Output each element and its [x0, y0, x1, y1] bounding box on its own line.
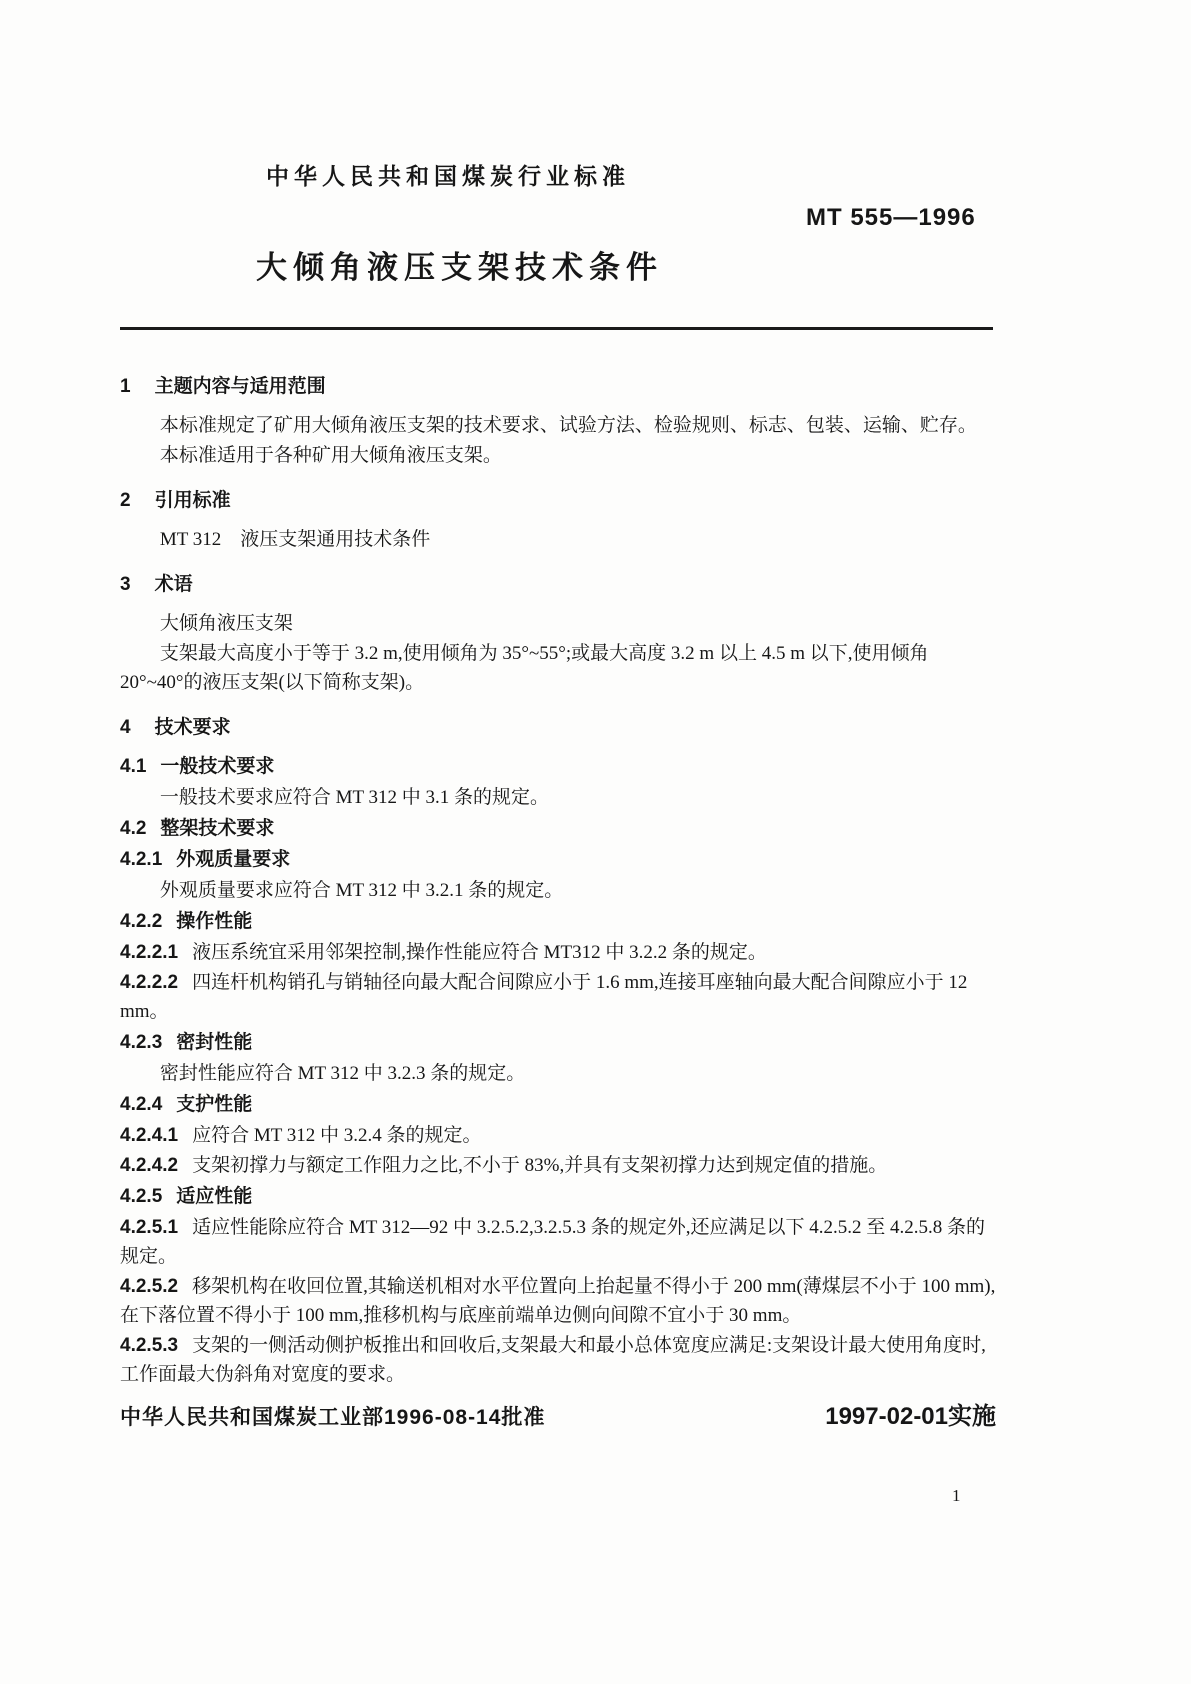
- clause-number: 4.2.4.1: [120, 1125, 179, 1146]
- clause-text: 支架初撑力与额定工作阻力之比,不小于 83%,并具有支架初撑力达到规定值的措施。: [192, 1155, 888, 1176]
- clause-text: 移架机构在收回位置,其输送机相对水平位置向上抬起量不得小于 200 mm(薄煤层不小于 100 mm),在下落位置不得小于 100 mm,推移机构与底座前端单边侧向间隙不宜小于 30 mm。: [120, 1276, 996, 1326]
- clause-text: 液压系统宜采用邻架控制,操作性能应符合 MT312 中 3.2.2 条的规定。: [192, 942, 767, 963]
- clause-number: 4.2.5.1: [120, 1217, 179, 1238]
- page-number: 1: [952, 1486, 961, 1505]
- paragraph: [120, 639, 996, 697]
- clause-text: 本标准规定了矿用大倾角液压支架的技术要求、试验方法、检验规则、标志、包装、运输、贮存。: [159, 415, 977, 436]
- clause-heading-4: [120, 713, 996, 742]
- paragraph: [120, 441, 996, 470]
- clause-heading-4.2: [120, 814, 996, 843]
- clause-text: 四连杆机构销孔与销轴径向最大配合间隙应小于 1.6 mm,连接耳座轴向最大配合间隙应小于 12 mm。: [120, 972, 968, 1022]
- clause-number: 4.2: [120, 818, 147, 839]
- clause-4.2.4.2: [120, 1151, 996, 1180]
- clause-4.2.2.2: [120, 968, 996, 1026]
- paragraph: [120, 525, 996, 554]
- standard-number: MT 555—1996: [806, 204, 976, 231]
- clause-text: 技术要求: [154, 717, 231, 738]
- clause-number: 4.2.5.2: [120, 1276, 179, 1297]
- clause-number: 4.1: [120, 756, 147, 777]
- paragraph: [120, 876, 996, 905]
- clause-text: 支架最大高度小于等于 3.2 m,使用倾角为 35°~55°;或最大高度 3.2 m 以上 4.5 m 以下,使用倾角 20°~40°的液压支架(以下简称支架)。: [120, 643, 929, 693]
- document-title: 大倾角液压支架技术条件: [256, 250, 663, 285]
- clause-heading-4.2.2: [120, 907, 996, 936]
- clause-number: 4.2.2.2: [120, 972, 179, 993]
- clause-heading-1: [120, 372, 996, 401]
- clause-number: 4.2.4.2: [120, 1155, 179, 1176]
- footer: [120, 1396, 996, 1431]
- clause-text: 一般技术要求: [160, 756, 275, 777]
- clause-text: 支护性能: [176, 1094, 253, 1115]
- clause-text: 外观质量要求: [176, 849, 291, 870]
- clause-heading-4.2.5: [120, 1182, 996, 1211]
- clause-number: 4.2.3: [120, 1032, 163, 1053]
- clause-text: 主题内容与适用范围: [154, 376, 326, 397]
- clause-4.2.2.1: [120, 938, 996, 967]
- clause-number: 4.2.1: [120, 849, 163, 870]
- paragraph: [120, 783, 996, 812]
- clause-number: 1: [120, 376, 131, 397]
- clause-4.2.4.1: [120, 1121, 996, 1150]
- document-body: [120, 372, 996, 1390]
- clause-text: 操作性能: [176, 911, 253, 932]
- clause-heading-4.2.1: [120, 845, 996, 874]
- clause-4.2.5.1: [120, 1213, 996, 1271]
- implementation-date: 1997-02-01实施: [825, 1403, 996, 1430]
- clause-number: 2: [120, 490, 131, 511]
- clause-number: 4.2.4: [120, 1094, 163, 1115]
- title-divider: [120, 327, 993, 330]
- clause-text: 引用标准: [154, 490, 231, 511]
- clause-number: 4.2.5.3: [120, 1335, 179, 1356]
- paragraph: [120, 411, 996, 440]
- paragraph: [120, 1059, 996, 1088]
- clause-text: 整架技术要求: [160, 818, 275, 839]
- clause-text: 应符合 MT 312 中 3.2.4 条的规定。: [192, 1125, 482, 1146]
- approval-note: 中华人民共和国煤炭工业部1996-08-14批准: [120, 1406, 546, 1429]
- paragraph: [120, 609, 996, 638]
- clause-4.2.5.3: [120, 1331, 996, 1389]
- clause-text: 本标准适用于各种矿用大倾角液压支架。: [159, 445, 502, 466]
- clause-text: 适应性能: [176, 1186, 253, 1207]
- clause-number: 4: [120, 717, 131, 738]
- clause-text: 术语: [154, 574, 193, 595]
- clause-text: MT 312 液压支架通用技术条件: [159, 529, 431, 550]
- clause-heading-4.1: [120, 752, 996, 781]
- clause-text: 外观质量要求应符合 MT 312 中 3.2.1 条的规定。: [159, 880, 564, 901]
- clause-text: 适应性能除应符合 MT 312—92 中 3.2.5.2,3.2.5.3 条的规定外,还应满足以下 4.2.5.2 至 4.2.5.8 条的规定。: [120, 1217, 986, 1267]
- clause-text: 支架的一侧活动侧护板推出和回收后,支架最大和最小总体宽度应满足:支架设计最大使用角度时,工作面最大伪斜角对宽度的要求。: [120, 1335, 986, 1385]
- standard-category-label: 中华人民共和国煤炭行业标准: [266, 163, 630, 189]
- clause-heading-2: [120, 486, 996, 515]
- clause-heading-4.2.3: [120, 1028, 996, 1057]
- clause-number: 4.2.2.1: [120, 942, 179, 963]
- clause-heading-3: [120, 570, 996, 599]
- clause-number: 3: [120, 574, 131, 595]
- clause-number: 4.2.5: [120, 1186, 163, 1207]
- clause-text: 密封性能: [176, 1032, 253, 1053]
- clause-text: 密封性能应符合 MT 312 中 3.2.3 条的规定。: [159, 1063, 526, 1084]
- clause-number: 4.2.2: [120, 911, 163, 932]
- clause-4.2.5.2: [120, 1272, 996, 1330]
- clause-text: 大倾角液压支架: [159, 613, 293, 634]
- clause-heading-4.2.4: [120, 1090, 996, 1119]
- clause-text: 一般技术要求应符合 MT 312 中 3.1 条的规定。: [159, 787, 550, 808]
